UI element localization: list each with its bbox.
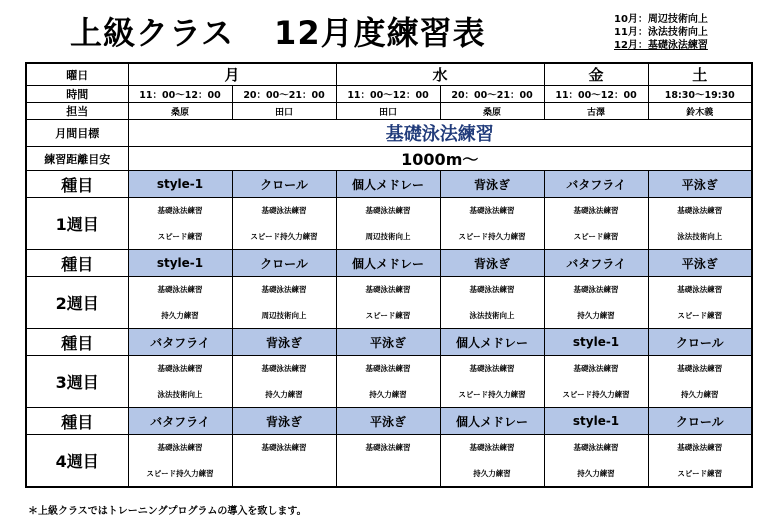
menu-cell: 基礎泳法練習	[440, 198, 544, 224]
kind-cell: style-1	[544, 329, 648, 356]
kind-cell: 背泳ぎ	[232, 329, 336, 356]
menu-cell: 持久力練習	[648, 382, 752, 408]
menu-cell: 泳法技術向上	[648, 224, 752, 250]
menu-cell: 基礎泳法練習	[648, 356, 752, 382]
menu-cell: 泳法技術向上	[128, 382, 232, 408]
day-label: 曜日	[26, 63, 128, 86]
menu-cell: 基礎泳法練習	[336, 277, 440, 303]
day-friday: 金	[544, 63, 648, 86]
menu-cell: 基礎泳法練習	[648, 198, 752, 224]
menu-cell	[336, 461, 440, 487]
kind-cell: 個人メドレー	[336, 171, 440, 198]
menu-row	[26, 198, 752, 224]
menu-cell: スピード持久力練習	[440, 382, 544, 408]
time-cell: 20：00～21：00	[440, 86, 544, 103]
menu-row	[26, 382, 752, 408]
kind-label: 種目	[26, 171, 128, 198]
time-cell: 20：00～21：00	[232, 86, 336, 103]
week-label: 1週目	[26, 198, 128, 250]
kind-cell: クロール	[648, 329, 752, 356]
menu-cell: 基礎泳法練習	[336, 435, 440, 461]
menu-cell: 基礎泳法練習	[440, 435, 544, 461]
staff-cell: 古澤	[544, 103, 648, 120]
kind-row	[26, 408, 752, 435]
staff-row	[26, 103, 752, 120]
menu-cell: 基礎泳法練習	[336, 198, 440, 224]
day-monday: 月	[128, 63, 336, 86]
distance-label: 練習距離目安	[26, 147, 128, 171]
distance-value: 1000m～	[128, 147, 752, 171]
kind-cell: style-1	[128, 250, 232, 277]
kind-cell: 平泳ぎ	[336, 408, 440, 435]
day-wednesday: 水	[336, 63, 544, 86]
kind-cell: style-1	[544, 408, 648, 435]
menu-cell: 周辺技術向上	[232, 303, 336, 329]
staff-cell: 田口	[336, 103, 440, 120]
menu-cell: 基礎泳法練習	[440, 356, 544, 382]
staff-cell: 田口	[232, 103, 336, 120]
kind-cell: 背泳ぎ	[440, 250, 544, 277]
menu-cell: スピード持久力練習	[440, 224, 544, 250]
week-label: 3週目	[26, 356, 128, 408]
time-cell: 11：00～12：00	[336, 86, 440, 103]
menu-cell: 基礎泳法練習	[648, 277, 752, 303]
kind-cell: 個人メドレー	[440, 329, 544, 356]
menu-cell: 周辺技術向上	[336, 224, 440, 250]
goal-label: 月間目標	[26, 120, 128, 147]
kind-cell: バタフライ	[544, 250, 648, 277]
menu-cell: 持久力練習	[232, 382, 336, 408]
staff-label: 担当	[26, 103, 128, 120]
menu-cell	[232, 461, 336, 487]
goal-row	[26, 120, 752, 147]
kind-cell: バタフライ	[544, 171, 648, 198]
monthly-notes	[614, 13, 708, 52]
menu-row	[26, 303, 752, 329]
menu-cell: 基礎泳法練習	[544, 198, 648, 224]
schedule-table	[25, 62, 753, 488]
kind-cell: クロール	[232, 250, 336, 277]
menu-cell: 基礎泳法練習	[232, 198, 336, 224]
kind-label: 種目	[26, 329, 128, 356]
time-cell: 11：00～12：00	[544, 86, 648, 103]
note-december: 12月：基礎泳法練習	[614, 40, 708, 51]
kind-cell: 平泳ぎ	[648, 171, 752, 198]
week-label: 2週目	[26, 277, 128, 329]
kind-cell: バタフライ	[128, 408, 232, 435]
menu-cell: 基礎泳法練習	[544, 435, 648, 461]
menu-row	[26, 277, 752, 303]
time-cell: 18:30～19:30	[648, 86, 752, 103]
menu-cell: スピード持久力練習	[232, 224, 336, 250]
distance-row	[26, 147, 752, 171]
day-row	[26, 63, 752, 86]
menu-cell: 基礎泳法練習	[128, 356, 232, 382]
time-label: 時間	[26, 86, 128, 103]
menu-cell: 基礎泳法練習	[128, 277, 232, 303]
kind-cell: クロール	[648, 408, 752, 435]
menu-cell: 基礎泳法練習	[232, 277, 336, 303]
menu-cell: 基礎泳法練習	[128, 198, 232, 224]
day-saturday: 土	[648, 63, 752, 86]
menu-row	[26, 461, 752, 487]
menu-cell: 基礎泳法練習	[336, 356, 440, 382]
kind-cell: style-1	[128, 171, 232, 198]
kind-cell: 平泳ぎ	[336, 329, 440, 356]
note-november: 11月：泳法技術向上	[614, 27, 708, 38]
week-label: 4週目	[26, 435, 128, 487]
menu-cell: 持久力練習	[336, 382, 440, 408]
menu-row	[26, 435, 752, 461]
goal-value: 基礎泳法練習	[128, 120, 752, 147]
kind-cell: 個人メドレー	[336, 250, 440, 277]
menu-cell: 持久力練習	[128, 303, 232, 329]
time-cell: 11：00～12：00	[128, 86, 232, 103]
time-row	[26, 86, 752, 103]
kind-row	[26, 171, 752, 198]
note-october: 10月：周辺技術向上	[614, 14, 708, 25]
menu-cell: スピード持久力練習	[128, 461, 232, 487]
menu-cell: スピード練習	[128, 224, 232, 250]
menu-cell: スピード練習	[648, 303, 752, 329]
menu-cell: 持久力練習	[440, 461, 544, 487]
kind-label: 種目	[26, 250, 128, 277]
menu-cell: 基礎泳法練習	[544, 277, 648, 303]
menu-cell: 泳法技術向上	[440, 303, 544, 329]
menu-cell: 基礎泳法練習	[440, 277, 544, 303]
title-schedule: 12月度練習表	[274, 14, 486, 52]
menu-cell: スピード持久力練習	[544, 382, 648, 408]
staff-cell: 鈴木義	[648, 103, 752, 120]
menu-cell: 持久力練習	[544, 303, 648, 329]
menu-cell: スピード練習	[648, 461, 752, 487]
menu-cell: 基礎泳法練習	[648, 435, 752, 461]
menu-row	[26, 224, 752, 250]
title-class: 上級クラス	[70, 14, 235, 52]
menu-cell: 基礎泳法練習	[128, 435, 232, 461]
kind-label: 種目	[26, 408, 128, 435]
footer-note: ＊上級クラスではトレーニングプログラムの導入を致します。	[28, 506, 307, 517]
kind-cell: バタフライ	[128, 329, 232, 356]
menu-cell: スピード練習	[336, 303, 440, 329]
menu-cell: 持久力練習	[544, 461, 648, 487]
kind-row	[26, 250, 752, 277]
kind-cell: クロール	[232, 171, 336, 198]
staff-cell: 桑原	[440, 103, 544, 120]
page-title	[70, 8, 486, 54]
kind-cell: 個人メドレー	[440, 408, 544, 435]
kind-cell: 背泳ぎ	[440, 171, 544, 198]
menu-cell: 基礎泳法練習	[232, 435, 336, 461]
menu-cell: 基礎泳法練習	[232, 356, 336, 382]
kind-cell: 背泳ぎ	[232, 408, 336, 435]
menu-row	[26, 356, 752, 382]
kind-cell: 平泳ぎ	[648, 250, 752, 277]
kind-row	[26, 329, 752, 356]
menu-cell: スピード練習	[544, 224, 648, 250]
menu-cell: 基礎泳法練習	[544, 356, 648, 382]
staff-cell: 桑原	[128, 103, 232, 120]
